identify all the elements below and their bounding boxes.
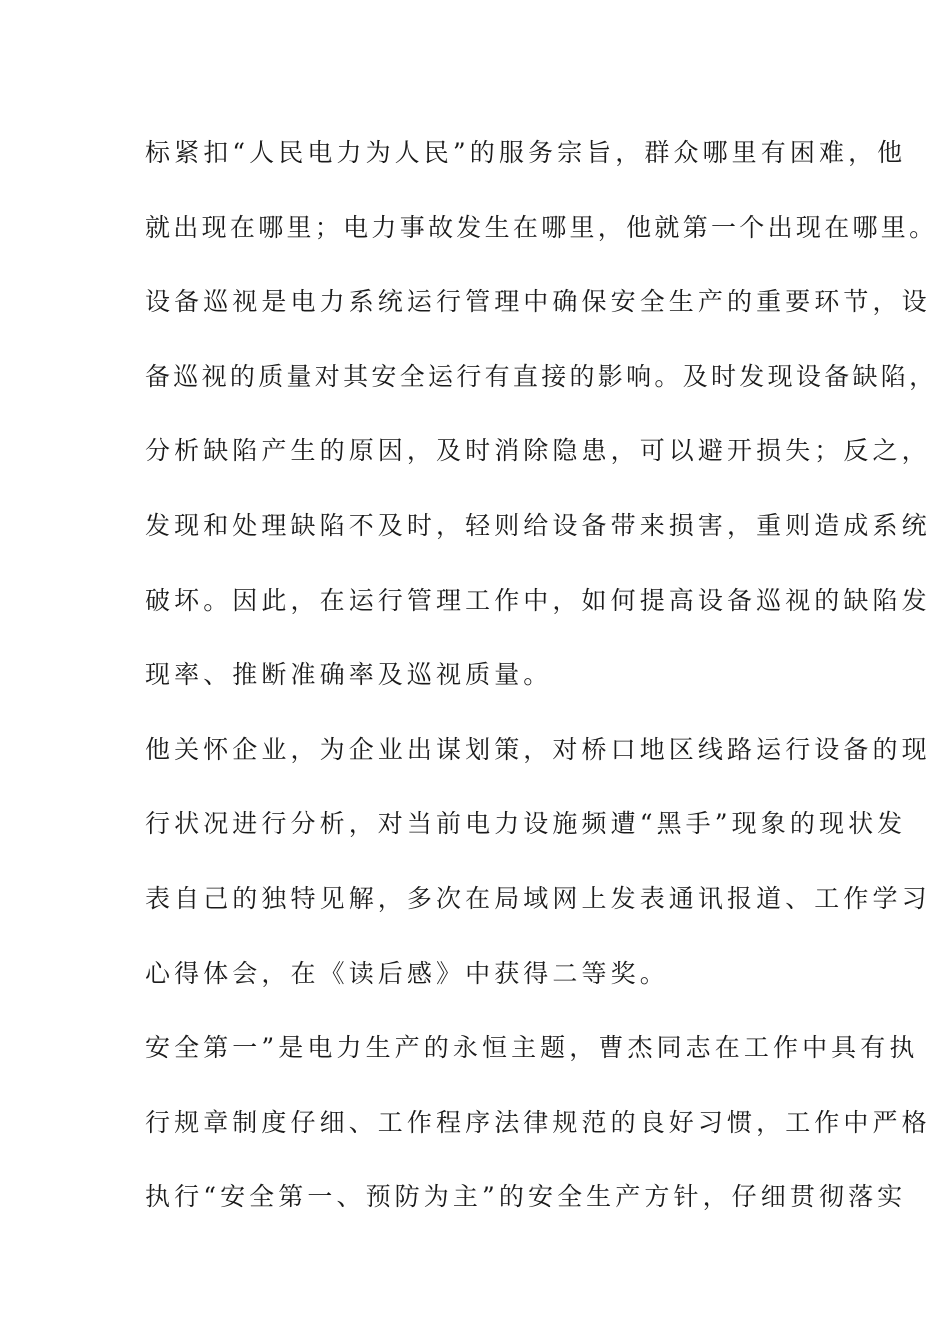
document-body	[145, 127, 938, 1246]
text-line: 安全第一”是电力生产的永恒主题，曹杰同志在工作中具有执	[145, 1033, 919, 1063]
text-line: 分析缺陷产生的原因，及时消除隐患，可以避开损失；反之，	[145, 436, 931, 466]
text-line: 发现和处理缺陷不及时，轻则给设备带来损害，重则造成系统	[145, 510, 931, 540]
text-line: 现率、推断准确率及巡视质量。	[145, 660, 553, 690]
text-line: 表自己的独特见解，多次在局域网上发表通讯报道、工作学习	[145, 883, 931, 913]
text-line: 设备巡视是电力系统运行管理中确保安全生产的重要环节，设	[145, 287, 931, 317]
text-line: 标紧扣“人民电力为人民”的服务宗旨，群众哪里有困难，他	[145, 138, 907, 167]
text-line: 破坏。因此，在运行管理工作中，如何提高设备巡视的缺陷发	[145, 585, 931, 615]
text-line: 备巡视的质量对其安全运行有直接的影响。及时发现设备缺陷，	[145, 361, 938, 391]
text-line: 就出现在哪里；电力事故发生在哪里，他就第一个出现在哪里。	[145, 212, 938, 242]
text-line: 行状况进行分析，对当前电力设施频遭“黑手”现象的现状发	[145, 809, 907, 839]
text-line: 他关怀企业，为企业出谋划策，对桥口地区线路运行设备的现	[145, 734, 931, 764]
text-line: 心得体会，在《读后感》中获得二等奖。	[145, 958, 669, 988]
text-line: 行规章制度仔细、工作程序法律规范的良好习惯，工作中严格	[145, 1107, 931, 1137]
text-line: 执行“安全第一、预防为主”的安全生产方针，仔细贯彻落实	[145, 1182, 907, 1212]
